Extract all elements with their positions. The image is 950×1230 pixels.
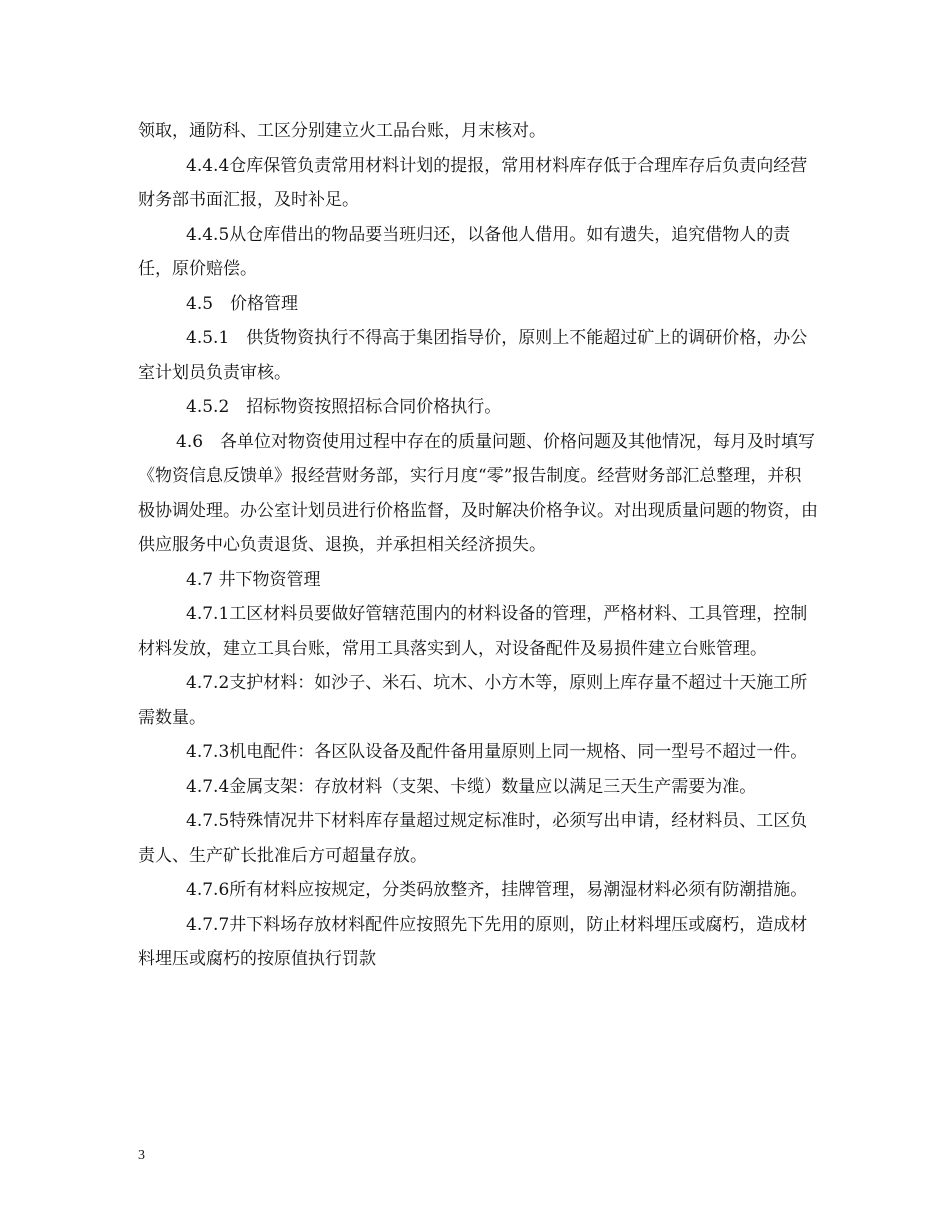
paragraph-4-5-2: 4.5.2 招标物资按照招标合同价格执行。 (186, 397, 502, 417)
paragraph-4-4-4: 4.4.4仓库保管负责常用材料计划的提报，常用材料库存低于合理库存后负责向经营财务部书面汇报，及时补足。 (138, 155, 808, 210)
paragraph-4-4-5: 4.4.5从仓库借出的物品要当班归还，以备他人借用。如有遗失，追究借物人的责任，原价赔偿。 (138, 224, 791, 279)
paragraph-4-7-1: 4.7.1工区材料员要做好管辖范围内的材料设备的管理，严格材料、工具管理，控制材料发放，建立工具台账，常用工具落实到人，对设备配件及易损件建立台账管理。 (138, 604, 808, 659)
paragraph-1: 领取，通防科、工区分别建立火工品台账，月末核对。 (138, 121, 546, 141)
paragraph-4-7-4: 4.7.4金属支架：存放材料（支架、卡缆）数量应以满足三天生产需要为准。 (186, 776, 757, 797)
paragraph-4-5-1: 4.5.1 供货物资执行不得高于集团指导价，原则上不能超过矿上的调研价格，办公室计划员负责审核。 (138, 328, 808, 383)
paragraph-4-7-3: 4.7.3机电配件：各区队设备及配件备用量原则上同一规格、同一型号不超过一件。 (186, 742, 808, 762)
paragraph-4-6: 4.6 各单位对物资使用过程中存在的质量问题、价格问题及其他情况，每月及时填写《物资信息反馈单》报经营财务部，实行月度“零”报告制度。经营财务部汇总整理，并积极协调处理。办公室计划员进行价格监督，及时解决价格争议。对出现质量问题的物资，由供应服务中心负责退货、退换，并承担相关经济损失。 (138, 431, 818, 555)
paragraph-4-7-7: 4.7.7井下料场存放材料配件应按照先下先用的原则，防止材料埋压或腐朽，造成材料埋压或腐朽的按原值执行罚款 (138, 914, 808, 969)
document-body (138, 114, 818, 977)
paragraph-4-7-2: 4.7.2支护材料：如沙子、米石、坑木、小方木等，原则上库存量不超过十天施工所需数量。 (138, 673, 808, 728)
paragraph-4-7-5: 4.7.5特殊情况井下材料库存量超过规定标准时，必须写出申请，经材料员、工区负责人、生产矿长批准后方可超量存放。 (138, 811, 808, 866)
heading-4-7-underground-materials: 4.7 井下物资管理 (186, 569, 321, 590)
paragraph-4-7-6: 4.7.6所有材料应按规定，分类码放整齐，挂牌管理，易潮湿材料必须有防潮措施。 (186, 880, 808, 900)
page-number: 3 (138, 1148, 145, 1163)
heading-4-5-price-management: 4.5 价格管理 (186, 293, 299, 314)
